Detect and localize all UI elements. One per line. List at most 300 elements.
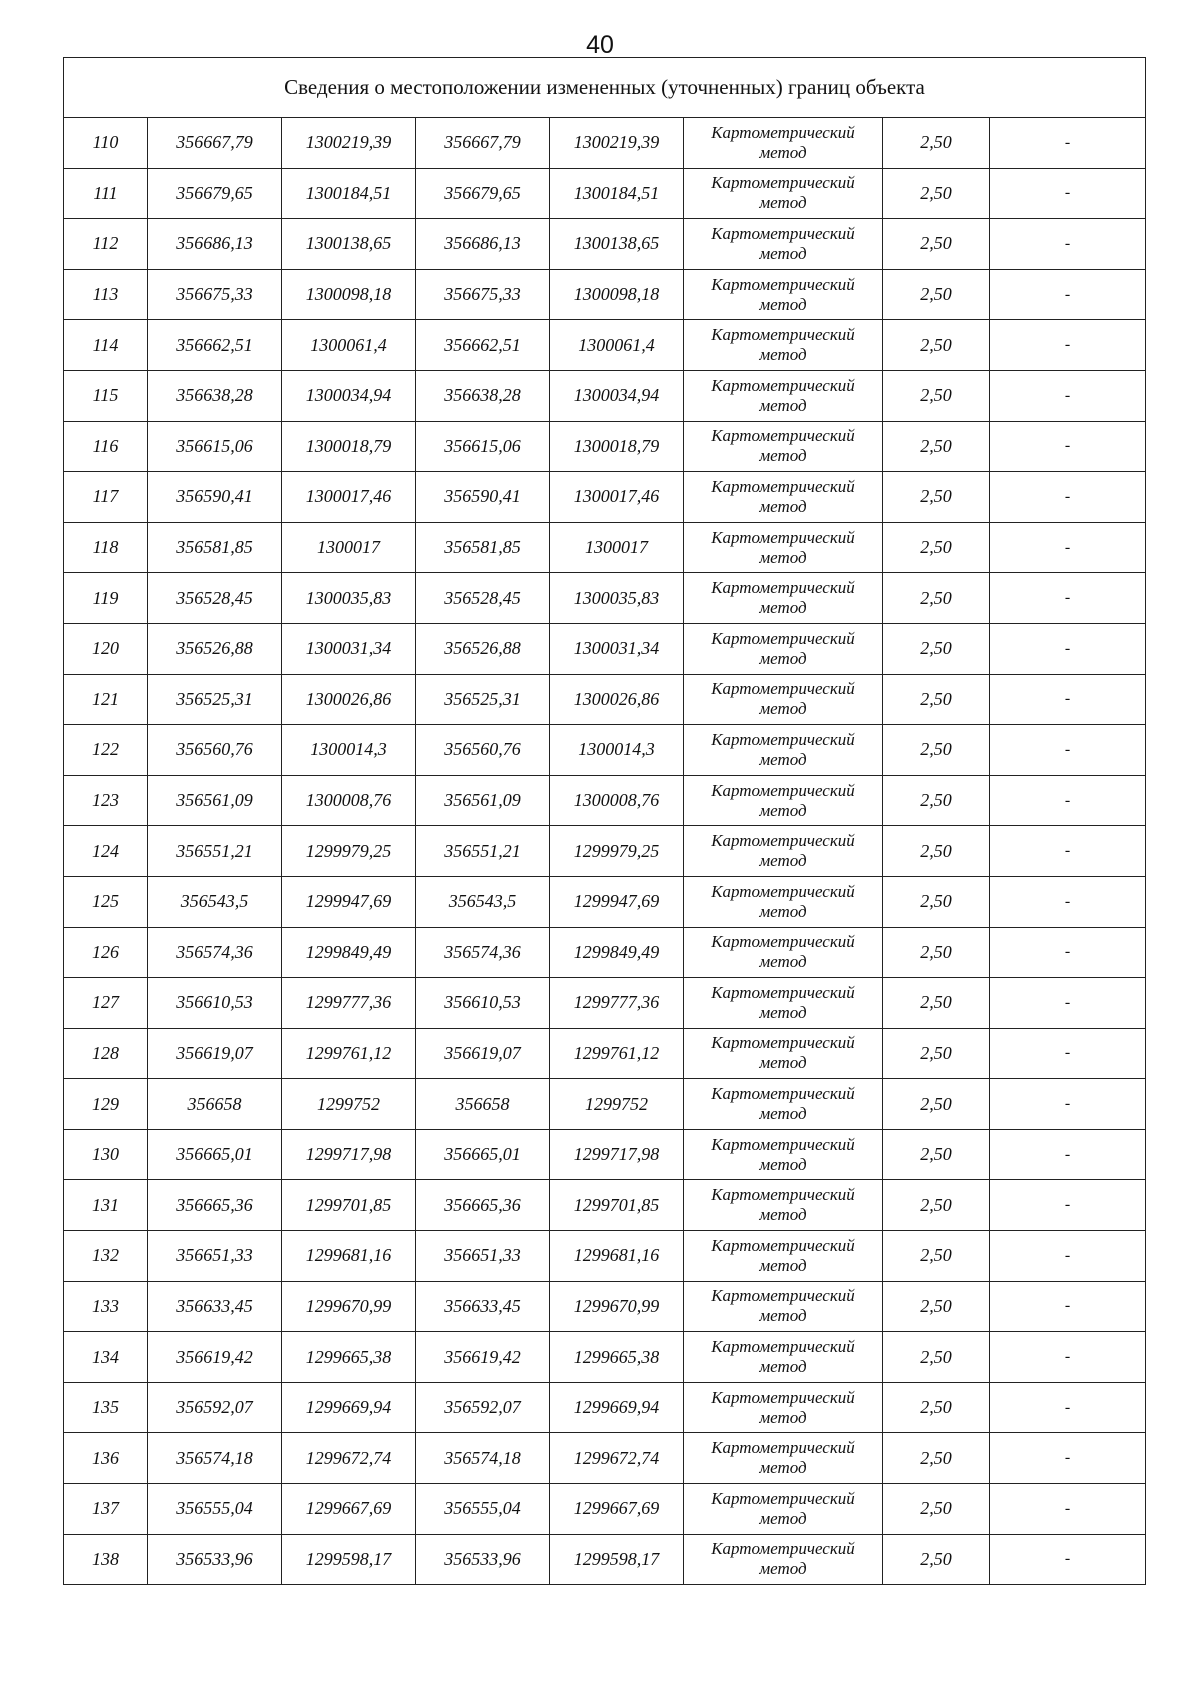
- existing-x-cell: 356667,79: [148, 118, 282, 169]
- method-label-line1: Картометрический: [711, 1387, 855, 1407]
- boundary-coordinates-table: [63, 57, 1146, 1585]
- refined-x-cell: 356665,36: [416, 1180, 550, 1231]
- method-cell: [684, 168, 883, 219]
- method-cell: [684, 1534, 883, 1585]
- refined-y-cell: 1299665,38: [550, 1332, 684, 1383]
- method-label-line2: метод: [759, 1407, 807, 1427]
- point-number-cell: 119: [64, 573, 148, 624]
- table-row: [64, 1028, 1146, 1079]
- point-number-cell: 111: [64, 168, 148, 219]
- refined-x-cell: 356619,42: [416, 1332, 550, 1383]
- existing-x-cell: 356525,31: [148, 674, 282, 725]
- accuracy-cell: 2,50: [883, 876, 990, 927]
- existing-y-cell: 1299761,12: [282, 1028, 416, 1079]
- method-label-line1: Картометрический: [711, 578, 855, 598]
- existing-x-cell: 356551,21: [148, 826, 282, 877]
- table-title: Сведения о местоположении измененных (уточненных) границ объекта: [64, 58, 1146, 118]
- existing-y-cell: 1300017,46: [282, 472, 416, 523]
- method-label-line1: Картометрический: [711, 325, 855, 345]
- existing-y-cell: 1300138,65: [282, 219, 416, 270]
- existing-x-cell: 356665,36: [148, 1180, 282, 1231]
- refined-y-cell: 1299701,85: [550, 1180, 684, 1231]
- existing-x-cell: 356679,65: [148, 168, 282, 219]
- refined-x-cell: 356679,65: [416, 168, 550, 219]
- accuracy-cell: 2,50: [883, 826, 990, 877]
- point-number-cell: 129: [64, 1079, 148, 1130]
- method-label-line1: Картометрический: [711, 729, 855, 749]
- point-number-cell: 135: [64, 1382, 148, 1433]
- refined-x-cell: 356667,79: [416, 118, 550, 169]
- existing-x-cell: 356619,42: [148, 1332, 282, 1383]
- refined-y-cell: 1300026,86: [550, 674, 684, 725]
- accuracy-cell: 2,50: [883, 1382, 990, 1433]
- accuracy-cell: 2,50: [883, 573, 990, 624]
- refined-y-cell: 1299777,36: [550, 978, 684, 1029]
- table-row: [64, 927, 1146, 978]
- accuracy-cell: 2,50: [883, 1028, 990, 1079]
- point-number-cell: 123: [64, 775, 148, 826]
- accuracy-cell: 2,50: [883, 775, 990, 826]
- method-label-line2: метод: [759, 1508, 807, 1528]
- method-cell: [684, 725, 883, 776]
- table-row: [64, 978, 1146, 1029]
- refined-y-cell: 1299681,16: [550, 1231, 684, 1282]
- existing-x-cell: 356561,09: [148, 775, 282, 826]
- accuracy-cell: 2,50: [883, 1129, 990, 1180]
- refined-x-cell: 356528,45: [416, 573, 550, 624]
- method-label-line1: Картометрический: [711, 1539, 855, 1559]
- table-row: [64, 573, 1146, 624]
- existing-y-cell: 1299979,25: [282, 826, 416, 877]
- method-cell: [684, 1079, 883, 1130]
- table-row: [64, 623, 1146, 674]
- method-cell: [684, 1180, 883, 1231]
- method-cell: [684, 1281, 883, 1332]
- method-label-line2: метод: [759, 648, 807, 668]
- refined-y-cell: 1300008,76: [550, 775, 684, 826]
- table-row: [64, 421, 1146, 472]
- refined-x-cell: 356561,09: [416, 775, 550, 826]
- method-cell: [684, 320, 883, 371]
- existing-y-cell: 1300098,18: [282, 269, 416, 320]
- refined-x-cell: 356619,07: [416, 1028, 550, 1079]
- refined-x-cell: 356651,33: [416, 1231, 550, 1282]
- accuracy-cell: 2,50: [883, 1433, 990, 1484]
- note-cell: -: [990, 978, 1146, 1029]
- refined-y-cell: 1299672,74: [550, 1433, 684, 1484]
- accuracy-cell: 2,50: [883, 269, 990, 320]
- table-row: [64, 1129, 1146, 1180]
- method-label-line2: метод: [759, 1104, 807, 1124]
- table-row: [64, 1534, 1146, 1585]
- existing-y-cell: 1300017: [282, 522, 416, 573]
- method-cell: [684, 1484, 883, 1535]
- table-row: [64, 1281, 1146, 1332]
- method-cell: [684, 1332, 883, 1383]
- existing-y-cell: 1299665,38: [282, 1332, 416, 1383]
- method-label-line2: метод: [759, 1306, 807, 1326]
- existing-y-cell: 1300034,94: [282, 370, 416, 421]
- method-label-line2: метод: [759, 851, 807, 871]
- accuracy-cell: 2,50: [883, 674, 990, 725]
- refined-x-cell: 356662,51: [416, 320, 550, 371]
- existing-x-cell: 356651,33: [148, 1231, 282, 1282]
- accuracy-cell: 2,50: [883, 1484, 990, 1535]
- refined-y-cell: 1300034,94: [550, 370, 684, 421]
- refined-x-cell: 356560,76: [416, 725, 550, 776]
- accuracy-cell: 2,50: [883, 370, 990, 421]
- method-label-line1: Картометрический: [711, 1337, 855, 1357]
- refined-x-cell: 356592,07: [416, 1382, 550, 1433]
- existing-y-cell: 1299849,49: [282, 927, 416, 978]
- method-cell: [684, 674, 883, 725]
- method-cell: [684, 1433, 883, 1484]
- method-cell: [684, 573, 883, 624]
- table-body: [64, 118, 1146, 1585]
- method-label-line2: метод: [759, 547, 807, 567]
- method-label-line1: Картометрический: [711, 122, 855, 142]
- method-cell: [684, 876, 883, 927]
- refined-y-cell: 1299947,69: [550, 876, 684, 927]
- existing-y-cell: 1300008,76: [282, 775, 416, 826]
- note-cell: -: [990, 1028, 1146, 1079]
- refined-y-cell: 1299717,98: [550, 1129, 684, 1180]
- existing-y-cell: 1299598,17: [282, 1534, 416, 1585]
- accuracy-cell: 2,50: [883, 1332, 990, 1383]
- table-row: [64, 725, 1146, 776]
- note-cell: -: [990, 1484, 1146, 1535]
- method-label-line2: метод: [759, 395, 807, 415]
- point-number-cell: 133: [64, 1281, 148, 1332]
- method-label-line2: метод: [759, 749, 807, 769]
- existing-y-cell: 1300035,83: [282, 573, 416, 624]
- point-number-cell: 131: [64, 1180, 148, 1231]
- note-cell: -: [990, 927, 1146, 978]
- refined-x-cell: 356610,53: [416, 978, 550, 1029]
- point-number-cell: 114: [64, 320, 148, 371]
- method-cell: [684, 623, 883, 674]
- existing-x-cell: 356528,45: [148, 573, 282, 624]
- note-cell: -: [990, 1382, 1146, 1433]
- point-number-cell: 138: [64, 1534, 148, 1585]
- note-cell: -: [990, 522, 1146, 573]
- note-cell: -: [990, 1332, 1146, 1383]
- point-number-cell: 126: [64, 927, 148, 978]
- refined-y-cell: 1300031,34: [550, 623, 684, 674]
- table-row: [64, 168, 1146, 219]
- method-label-line2: метод: [759, 243, 807, 263]
- point-number-cell: 130: [64, 1129, 148, 1180]
- note-cell: -: [990, 674, 1146, 725]
- refined-x-cell: 356658: [416, 1079, 550, 1130]
- method-cell: [684, 775, 883, 826]
- method-label-line2: метод: [759, 699, 807, 719]
- method-label-line1: Картометрический: [711, 173, 855, 193]
- existing-y-cell: 1299947,69: [282, 876, 416, 927]
- accuracy-cell: 2,50: [883, 118, 990, 169]
- refined-x-cell: 356525,31: [416, 674, 550, 725]
- method-cell: [684, 219, 883, 270]
- refined-x-cell: 356574,18: [416, 1433, 550, 1484]
- existing-x-cell: 356592,07: [148, 1382, 282, 1433]
- table-row: [64, 1382, 1146, 1433]
- point-number-cell: 132: [64, 1231, 148, 1282]
- note-cell: -: [990, 219, 1146, 270]
- method-label-line1: Картометрический: [711, 274, 855, 294]
- method-label-line2: метод: [759, 800, 807, 820]
- table-row: [64, 219, 1146, 270]
- accuracy-cell: 2,50: [883, 623, 990, 674]
- refined-x-cell: 356638,28: [416, 370, 550, 421]
- method-cell: [684, 1028, 883, 1079]
- method-label-line1: Картометрический: [711, 375, 855, 395]
- method-label-line2: метод: [759, 142, 807, 162]
- refined-y-cell: 1300035,83: [550, 573, 684, 624]
- table-row: [64, 1231, 1146, 1282]
- table-row: [64, 1433, 1146, 1484]
- existing-y-cell: 1300219,39: [282, 118, 416, 169]
- note-cell: -: [990, 573, 1146, 624]
- method-cell: [684, 927, 883, 978]
- existing-x-cell: 356560,76: [148, 725, 282, 776]
- method-label-line2: метод: [759, 952, 807, 972]
- existing-x-cell: 356555,04: [148, 1484, 282, 1535]
- note-cell: -: [990, 775, 1146, 826]
- existing-x-cell: 356543,5: [148, 876, 282, 927]
- refined-x-cell: 356551,21: [416, 826, 550, 877]
- method-label-line2: метод: [759, 901, 807, 921]
- table-row: [64, 269, 1146, 320]
- note-cell: -: [990, 421, 1146, 472]
- accuracy-cell: 2,50: [883, 1534, 990, 1585]
- refined-x-cell: 356590,41: [416, 472, 550, 523]
- point-number-cell: 110: [64, 118, 148, 169]
- table-row: [64, 1484, 1146, 1535]
- note-cell: -: [990, 623, 1146, 674]
- method-label-line2: метод: [759, 598, 807, 618]
- point-number-cell: 120: [64, 623, 148, 674]
- existing-x-cell: 356610,53: [148, 978, 282, 1029]
- method-label-line1: Картометрический: [711, 1286, 855, 1306]
- method-cell: [684, 522, 883, 573]
- method-label-line2: метод: [759, 1255, 807, 1275]
- method-label-line1: Картометрический: [711, 932, 855, 952]
- method-label-line1: Картометрический: [711, 1235, 855, 1255]
- refined-x-cell: 356665,01: [416, 1129, 550, 1180]
- point-number-cell: 127: [64, 978, 148, 1029]
- existing-x-cell: 356665,01: [148, 1129, 282, 1180]
- table-row: [64, 1332, 1146, 1383]
- table-row: [64, 1079, 1146, 1130]
- accuracy-cell: 2,50: [883, 1281, 990, 1332]
- table-row: [64, 826, 1146, 877]
- method-label-line2: метод: [759, 1205, 807, 1225]
- point-number-cell: 122: [64, 725, 148, 776]
- existing-x-cell: 356615,06: [148, 421, 282, 472]
- refined-y-cell: 1299752: [550, 1079, 684, 1130]
- existing-x-cell: 356638,28: [148, 370, 282, 421]
- existing-y-cell: 1299667,69: [282, 1484, 416, 1535]
- accuracy-cell: 2,50: [883, 320, 990, 371]
- method-cell: [684, 978, 883, 1029]
- method-label-line1: Картометрический: [711, 831, 855, 851]
- method-cell: [684, 1231, 883, 1282]
- existing-y-cell: 1300014,3: [282, 725, 416, 776]
- refined-x-cell: 356581,85: [416, 522, 550, 573]
- refined-x-cell: 356675,33: [416, 269, 550, 320]
- table-row: [64, 876, 1146, 927]
- refined-y-cell: 1299669,94: [550, 1382, 684, 1433]
- note-cell: -: [990, 269, 1146, 320]
- note-cell: -: [990, 826, 1146, 877]
- point-number-cell: 121: [64, 674, 148, 725]
- refined-y-cell: 1300017,46: [550, 472, 684, 523]
- existing-y-cell: 1299701,85: [282, 1180, 416, 1231]
- accuracy-cell: 2,50: [883, 219, 990, 270]
- page-number: 40: [586, 31, 614, 59]
- refined-y-cell: 1300018,79: [550, 421, 684, 472]
- refined-y-cell: 1299761,12: [550, 1028, 684, 1079]
- method-label-line1: Картометрический: [711, 780, 855, 800]
- note-cell: -: [990, 168, 1146, 219]
- method-label-line2: метод: [759, 1053, 807, 1073]
- method-cell: [684, 370, 883, 421]
- point-number-cell: 128: [64, 1028, 148, 1079]
- existing-y-cell: 1299670,99: [282, 1281, 416, 1332]
- accuracy-cell: 2,50: [883, 1231, 990, 1282]
- method-label-line1: Картометрический: [711, 527, 855, 547]
- existing-x-cell: 356675,33: [148, 269, 282, 320]
- note-cell: -: [990, 1079, 1146, 1130]
- point-number-cell: 134: [64, 1332, 148, 1383]
- refined-y-cell: 1300184,51: [550, 168, 684, 219]
- method-label-line1: Картометрический: [711, 476, 855, 496]
- method-label-line1: Картометрический: [711, 679, 855, 699]
- existing-x-cell: 356574,36: [148, 927, 282, 978]
- existing-x-cell: 356581,85: [148, 522, 282, 573]
- refined-x-cell: 356543,5: [416, 876, 550, 927]
- method-label-line1: Картометрический: [711, 223, 855, 243]
- note-cell: -: [990, 1433, 1146, 1484]
- table-row: [64, 674, 1146, 725]
- method-label-line1: Картометрический: [711, 1438, 855, 1458]
- note-cell: -: [990, 320, 1146, 371]
- note-cell: -: [990, 1180, 1146, 1231]
- point-number-cell: 112: [64, 219, 148, 270]
- table-row: [64, 775, 1146, 826]
- accuracy-cell: 2,50: [883, 1079, 990, 1130]
- refined-y-cell: 1300098,18: [550, 269, 684, 320]
- note-cell: -: [990, 1129, 1146, 1180]
- note-cell: -: [990, 725, 1146, 776]
- refined-x-cell: 356615,06: [416, 421, 550, 472]
- table-row: [64, 320, 1146, 371]
- existing-x-cell: 356526,88: [148, 623, 282, 674]
- note-cell: -: [990, 370, 1146, 421]
- existing-x-cell: 356658: [148, 1079, 282, 1130]
- method-label-line2: метод: [759, 1559, 807, 1579]
- refined-y-cell: 1300014,3: [550, 725, 684, 776]
- method-cell: [684, 472, 883, 523]
- existing-y-cell: 1299669,94: [282, 1382, 416, 1433]
- method-cell: [684, 826, 883, 877]
- method-cell: [684, 1129, 883, 1180]
- refined-x-cell: 356526,88: [416, 623, 550, 674]
- existing-y-cell: 1299777,36: [282, 978, 416, 1029]
- refined-y-cell: 1299667,69: [550, 1484, 684, 1535]
- table-row: [64, 118, 1146, 169]
- point-number-cell: 115: [64, 370, 148, 421]
- point-number-cell: 117: [64, 472, 148, 523]
- method-label-line2: метод: [759, 294, 807, 314]
- method-cell: [684, 421, 883, 472]
- refined-y-cell: 1299598,17: [550, 1534, 684, 1585]
- accuracy-cell: 2,50: [883, 168, 990, 219]
- method-label-line2: метод: [759, 193, 807, 213]
- existing-y-cell: 1300061,4: [282, 320, 416, 371]
- refined-y-cell: 1300219,39: [550, 118, 684, 169]
- existing-x-cell: 356686,13: [148, 219, 282, 270]
- method-label-line1: Картометрический: [711, 628, 855, 648]
- method-label-line1: Картометрический: [711, 1134, 855, 1154]
- existing-x-cell: 356633,45: [148, 1281, 282, 1332]
- method-label-line2: метод: [759, 496, 807, 516]
- point-number-cell: 137: [64, 1484, 148, 1535]
- method-label-line2: метод: [759, 1458, 807, 1478]
- note-cell: -: [990, 1231, 1146, 1282]
- accuracy-cell: 2,50: [883, 725, 990, 776]
- accuracy-cell: 2,50: [883, 522, 990, 573]
- existing-y-cell: 1300184,51: [282, 168, 416, 219]
- existing-x-cell: 356590,41: [148, 472, 282, 523]
- method-label-line2: метод: [759, 1154, 807, 1174]
- existing-x-cell: 356533,96: [148, 1534, 282, 1585]
- refined-y-cell: 1300061,4: [550, 320, 684, 371]
- note-cell: -: [990, 876, 1146, 927]
- note-cell: -: [990, 1281, 1146, 1332]
- accuracy-cell: 2,50: [883, 927, 990, 978]
- existing-x-cell: 356619,07: [148, 1028, 282, 1079]
- accuracy-cell: 2,50: [883, 472, 990, 523]
- accuracy-cell: 2,50: [883, 978, 990, 1029]
- table-row: [64, 370, 1146, 421]
- refined-y-cell: 1300017: [550, 522, 684, 573]
- method-label-line2: метод: [759, 446, 807, 466]
- method-cell: [684, 269, 883, 320]
- refined-y-cell: 1300138,65: [550, 219, 684, 270]
- table-row: [64, 472, 1146, 523]
- method-label-line2: метод: [759, 1002, 807, 1022]
- point-number-cell: 125: [64, 876, 148, 927]
- refined-x-cell: 356633,45: [416, 1281, 550, 1332]
- point-number-cell: 118: [64, 522, 148, 573]
- point-number-cell: 116: [64, 421, 148, 472]
- existing-y-cell: 1300031,34: [282, 623, 416, 674]
- method-label-line1: Картометрический: [711, 426, 855, 446]
- existing-x-cell: 356662,51: [148, 320, 282, 371]
- method-cell: [684, 1382, 883, 1433]
- note-cell: -: [990, 118, 1146, 169]
- refined-x-cell: 356555,04: [416, 1484, 550, 1535]
- method-label-line1: Картометрический: [711, 982, 855, 1002]
- point-number-cell: 136: [64, 1433, 148, 1484]
- method-label-line1: Картометрический: [711, 1185, 855, 1205]
- accuracy-cell: 2,50: [883, 421, 990, 472]
- existing-y-cell: 1299681,16: [282, 1231, 416, 1282]
- method-label-line1: Картометрический: [711, 1033, 855, 1053]
- method-label-line1: Картометрический: [711, 1084, 855, 1104]
- note-cell: -: [990, 472, 1146, 523]
